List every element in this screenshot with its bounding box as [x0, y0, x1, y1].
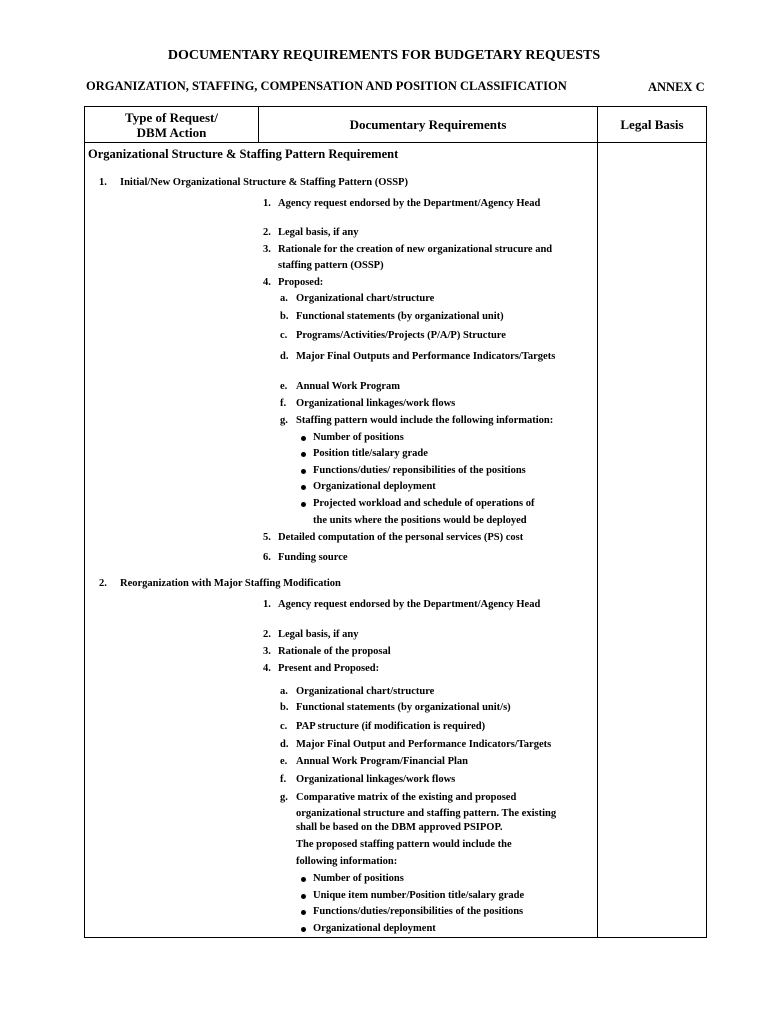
sub-item-text: Major Final Outputs and Performance Indicators/Targets — [296, 351, 556, 362]
request-title: Initial/New Organizational Structure & Staffing Pattern (OSSP) — [120, 177, 408, 188]
sub-item-letter: e. — [280, 756, 288, 767]
bullet-icon — [301, 436, 306, 441]
req-text: Proposed: — [278, 277, 324, 288]
bullet-text: Number of positions — [313, 873, 404, 884]
sub-item-text: Comparative matrix of the existing and proposed — [296, 792, 517, 803]
req-text: Legal basis, if any — [278, 629, 359, 640]
sub-item-letter: b. — [280, 311, 289, 322]
bullet-text: Functions/duties/reponsibilities of the positions — [313, 906, 524, 917]
bullet-text: Position title/salary grade — [313, 448, 428, 459]
sub-item-letter: d. — [280, 739, 289, 750]
bullet-text-continued: the units where the positions would be deployed — [313, 515, 527, 526]
bullet-icon — [301, 877, 306, 882]
document-subtitle: ORGANIZATION, STAFFING, COMPENSATION AND POSITION CLASSIFICATION — [86, 79, 567, 93]
header-legal-label: Legal Basis — [620, 117, 684, 132]
header-type-line1: Type of Request/ — [125, 109, 218, 125]
sub-item-letter: d. — [280, 351, 289, 362]
req-number: 3. — [263, 244, 271, 255]
sub-item-text: Organizational chart/structure — [296, 686, 435, 697]
bullet-icon — [301, 469, 306, 474]
header-type-of-request — [84, 106, 259, 143]
sub-item-text: Organizational chart/structure — [296, 293, 435, 304]
sub-item-text: Organizational linkages/work flows — [296, 774, 456, 785]
sub-item-text: Functional statements (by organizational unit/s) — [296, 702, 511, 713]
req-number: 3. — [263, 646, 271, 657]
bullet-icon — [301, 485, 306, 490]
bullet-text: Organizational deployment — [313, 481, 436, 492]
sub-item-text-continued: organizational structure and staffing pattern. The existing — [296, 808, 557, 819]
req-number: 1. — [263, 198, 271, 209]
req-number: 2. — [263, 629, 271, 640]
document-title: DOCUMENTARY REQUIREMENTS FOR BUDGETARY REQUESTS — [167, 48, 601, 63]
bullet-icon — [301, 894, 306, 899]
bullet-icon — [301, 502, 306, 507]
sub-item-letter: a. — [280, 686, 288, 697]
sub-item-text: Organizational linkages/work flows — [296, 398, 456, 409]
req-number: 4. — [263, 663, 271, 674]
sub-item-text: Programs/Activities/Projects (P/A/P) Structure — [296, 330, 506, 341]
req-text: Funding source — [278, 552, 348, 563]
sub-item-text-continued: following information: — [296, 856, 398, 867]
sub-item-text-continued: shall be based on the DBM approved PSIPOP. — [296, 822, 503, 833]
sub-item-letter: f. — [280, 398, 287, 409]
legal-basis-column-divider — [597, 142, 598, 938]
sub-item-letter: g. — [280, 415, 288, 426]
header-documentary-label: Documentary Requirements — [349, 117, 507, 132]
bullet-text: Organizational deployment — [313, 923, 436, 934]
sub-item-text-continued: The proposed staffing pattern would include the — [296, 839, 512, 850]
sub-item-text: Annual Work Program/Financial Plan — [296, 756, 469, 767]
req-text: Detailed computation of the personal services (PS) cost — [278, 532, 524, 543]
header-legal-basis — [597, 106, 707, 143]
bullet-text: Number of positions — [313, 432, 404, 443]
bullet-text: Unique item number/Position title/salary grade — [313, 890, 525, 901]
sub-item-letter: c. — [280, 330, 288, 341]
request-title: Reorganization with Major Staffing Modification — [120, 578, 341, 589]
sub-item-text: Major Final Output and Performance Indicators/Targets — [296, 739, 552, 750]
req-text: Rationale of the proposal — [278, 646, 391, 657]
bullet-text: Functions/duties/ reponsibilities of the positions — [313, 465, 526, 476]
req-number: 5. — [263, 532, 271, 543]
req-number: 2. — [263, 227, 271, 238]
bullet-text: Projected workload and schedule of operations of — [313, 498, 535, 509]
req-text: Rationale for the creation of new organizational strucure and — [278, 244, 553, 255]
request-number: 1. — [99, 177, 107, 188]
sub-item-text: Functional statements (by organizational unit) — [296, 311, 504, 322]
annex-label: ANNEX C — [648, 80, 705, 94]
bullet-icon — [301, 910, 306, 915]
sub-item-letter: a. — [280, 293, 288, 304]
sub-item-letter: f. — [280, 774, 287, 785]
bullet-icon — [301, 452, 306, 457]
req-number: 4. — [263, 277, 271, 288]
header-type-line2: DBM Action — [136, 124, 207, 140]
bullet-icon — [301, 927, 306, 932]
sub-item-text: Staffing pattern would include the following information: — [296, 415, 554, 426]
request-number: 2. — [99, 578, 107, 589]
req-text: Legal basis, if any — [278, 227, 359, 238]
req-text-continued: staffing pattern (OSSP) — [278, 260, 384, 271]
sub-item-letter: e. — [280, 381, 288, 392]
req-number: 1. — [263, 599, 271, 610]
sub-item-letter: g. — [280, 792, 288, 803]
req-text: Present and Proposed: — [278, 663, 380, 674]
sub-item-letter: b. — [280, 702, 289, 713]
section-title: Organizational Structure & Staffing Pattern Requirement — [88, 147, 399, 161]
sub-item-letter: c. — [280, 721, 288, 732]
req-text: Agency request endorsed by the Department/Agency Head — [278, 599, 541, 610]
sub-item-text: Annual Work Program — [296, 381, 401, 392]
header-documentary-requirements — [258, 106, 598, 143]
req-text: Agency request endorsed by the Department/Agency Head — [278, 198, 541, 209]
req-number: 6. — [263, 552, 271, 563]
sub-item-text: PAP structure (if modification is required) — [296, 721, 486, 732]
